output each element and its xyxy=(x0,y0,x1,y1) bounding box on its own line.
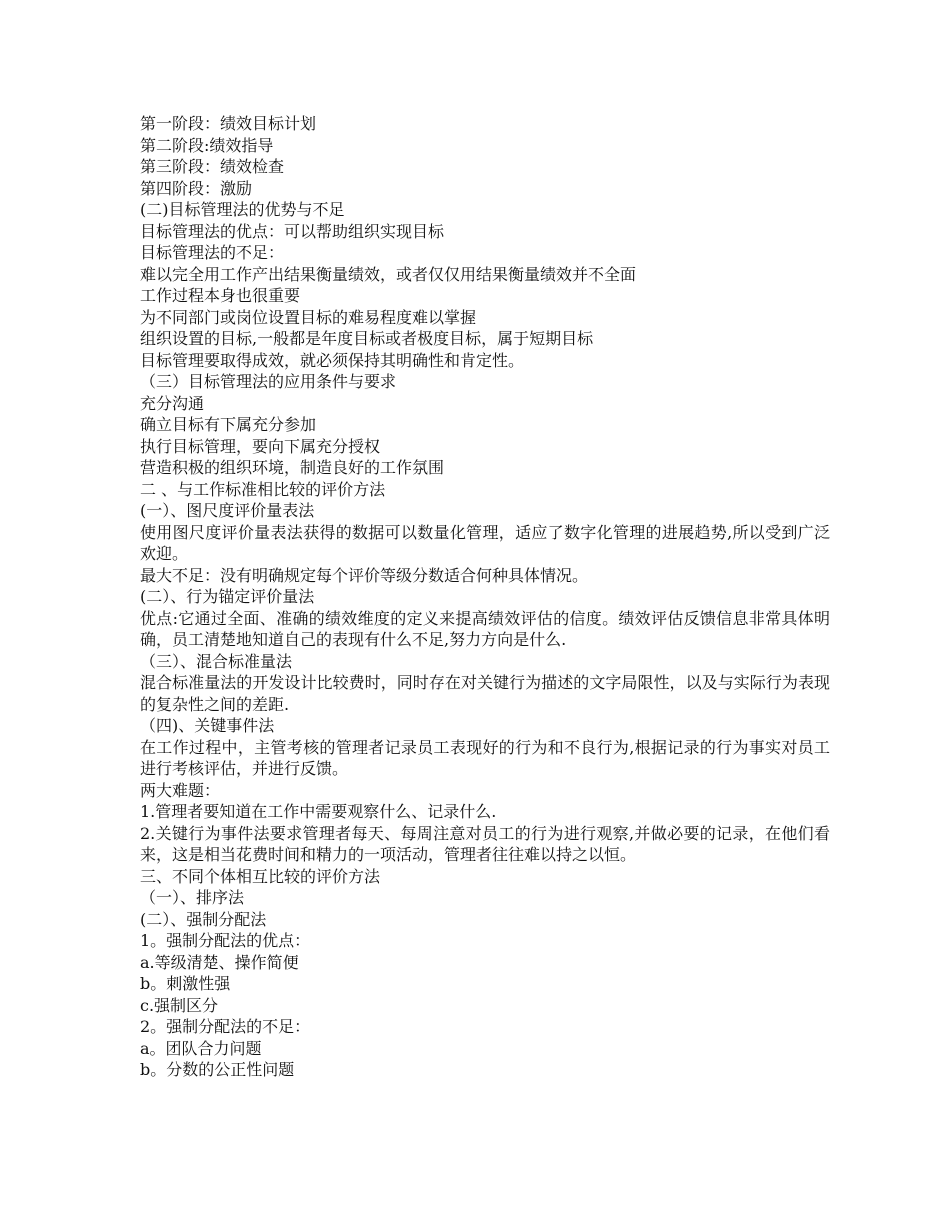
text-line: 目标管理要取得成效，就必须保持其明确性和肯定性。 xyxy=(140,350,525,370)
list-item: b。分数的公正性问题 xyxy=(140,1060,295,1079)
text-line: 第二阶段:绩效指导 xyxy=(140,135,274,155)
list-item: b。刺激性强 xyxy=(140,974,231,993)
text-line: 2。强制分配法的不足： xyxy=(140,1017,311,1036)
paragraph: 优点:它通过全面、准确的绩效维度的定义来提高绩效评估的信度。绩效评估反馈信息非常具体明确，员工清楚地知道自己的表现有什么不足,努力方向是什么. xyxy=(140,608,830,649)
list-item: c.强制区分 xyxy=(140,995,219,1015)
section-heading: （四)、关键事件法 xyxy=(140,716,275,735)
text-line: 目标管理法的优点：可以帮助组织实现目标 xyxy=(140,221,445,241)
text-line: 营造积极的组织环境，制造良好的工作氛围 xyxy=(140,458,445,477)
paragraph: 混合标准量法的开发设计比较费时，同时存在对关键行为描述的文字局限性，以及与实际行为表现的复杂性之间的差距. xyxy=(140,673,830,714)
section-heading: (二)目标管理法的优势与不足 xyxy=(140,200,345,219)
text-line: 目标管理法的不足： xyxy=(140,243,285,262)
section-heading: （一）、排序法 xyxy=(140,888,245,907)
section-heading: (二）、强制分配法 xyxy=(140,909,267,929)
text-line: 充分沟通 xyxy=(140,393,205,413)
text-line: 两大难题： xyxy=(140,780,221,800)
text-line: 第三阶段：绩效检查 xyxy=(140,157,285,176)
section-heading: （三）、混合标准量法 xyxy=(140,651,293,671)
paragraph: 在工作过程中，主管考核的管理者记录员工表现好的行为和不良行为,根据记录的行为事实对员工进行考核评估，并进行反馈。 xyxy=(140,737,830,778)
text-line: 第一阶段：绩效目标计划 xyxy=(140,114,317,133)
section-heading: (一）、图尺度评价量表法 xyxy=(140,501,315,520)
text-line: 1。强制分配法的优点： xyxy=(140,931,311,950)
section-heading: 三、不同个体相互比较的评价方法 xyxy=(140,866,381,886)
list-item: 1.管理者要知道在工作中需要观察什么、记录什么. xyxy=(140,802,497,821)
section-heading: 二 、与工作标准相比较的评价方法 xyxy=(140,479,386,499)
text-line: 难以完全用工作产出结果衡量绩效，或者仅仅用结果衡量绩效并不全面 xyxy=(140,264,637,284)
list-item: a.等级清楚、操作简便 xyxy=(140,952,299,972)
text-line: 组织设置的目标,一般都是年度目标或者极度目标，属于短期目标 xyxy=(140,329,594,348)
section-heading: (二）、行为锚定评价量法 xyxy=(140,587,315,606)
document-body xyxy=(140,113,830,1081)
list-item: 2.关键行为事件法要求管理者每天、每周注意对员工的行为进行观察,并做必要的记录，在他们看来，这是相当花费时间和精力的一项活动，管理者往往难以持之以恒。 xyxy=(140,823,830,864)
text-line: 确立目标有下属充分参加 xyxy=(140,415,317,434)
text-line: 第四阶段：激励 xyxy=(140,178,253,198)
text-line: 最大不足：没有明确规定每个评价等级分数适合何种具体情况。 xyxy=(140,565,589,585)
text-line: 执行目标管理，要向下属充分授权 xyxy=(140,436,381,456)
list-item: a。团队合力问题 xyxy=(140,1038,262,1058)
text-line: 为不同部门或岗位设置目标的难易程度难以掌握 xyxy=(140,307,477,327)
paragraph: 使用图尺度评价量表法获得的数据可以数量化管理，适应了数字化管理的进展趋势,所以受到广泛欢迎。 xyxy=(140,522,830,563)
section-heading: （三）目标管理法的应用条件与要求 xyxy=(140,372,397,391)
text-line: 工作过程本身也很重要 xyxy=(140,286,301,305)
